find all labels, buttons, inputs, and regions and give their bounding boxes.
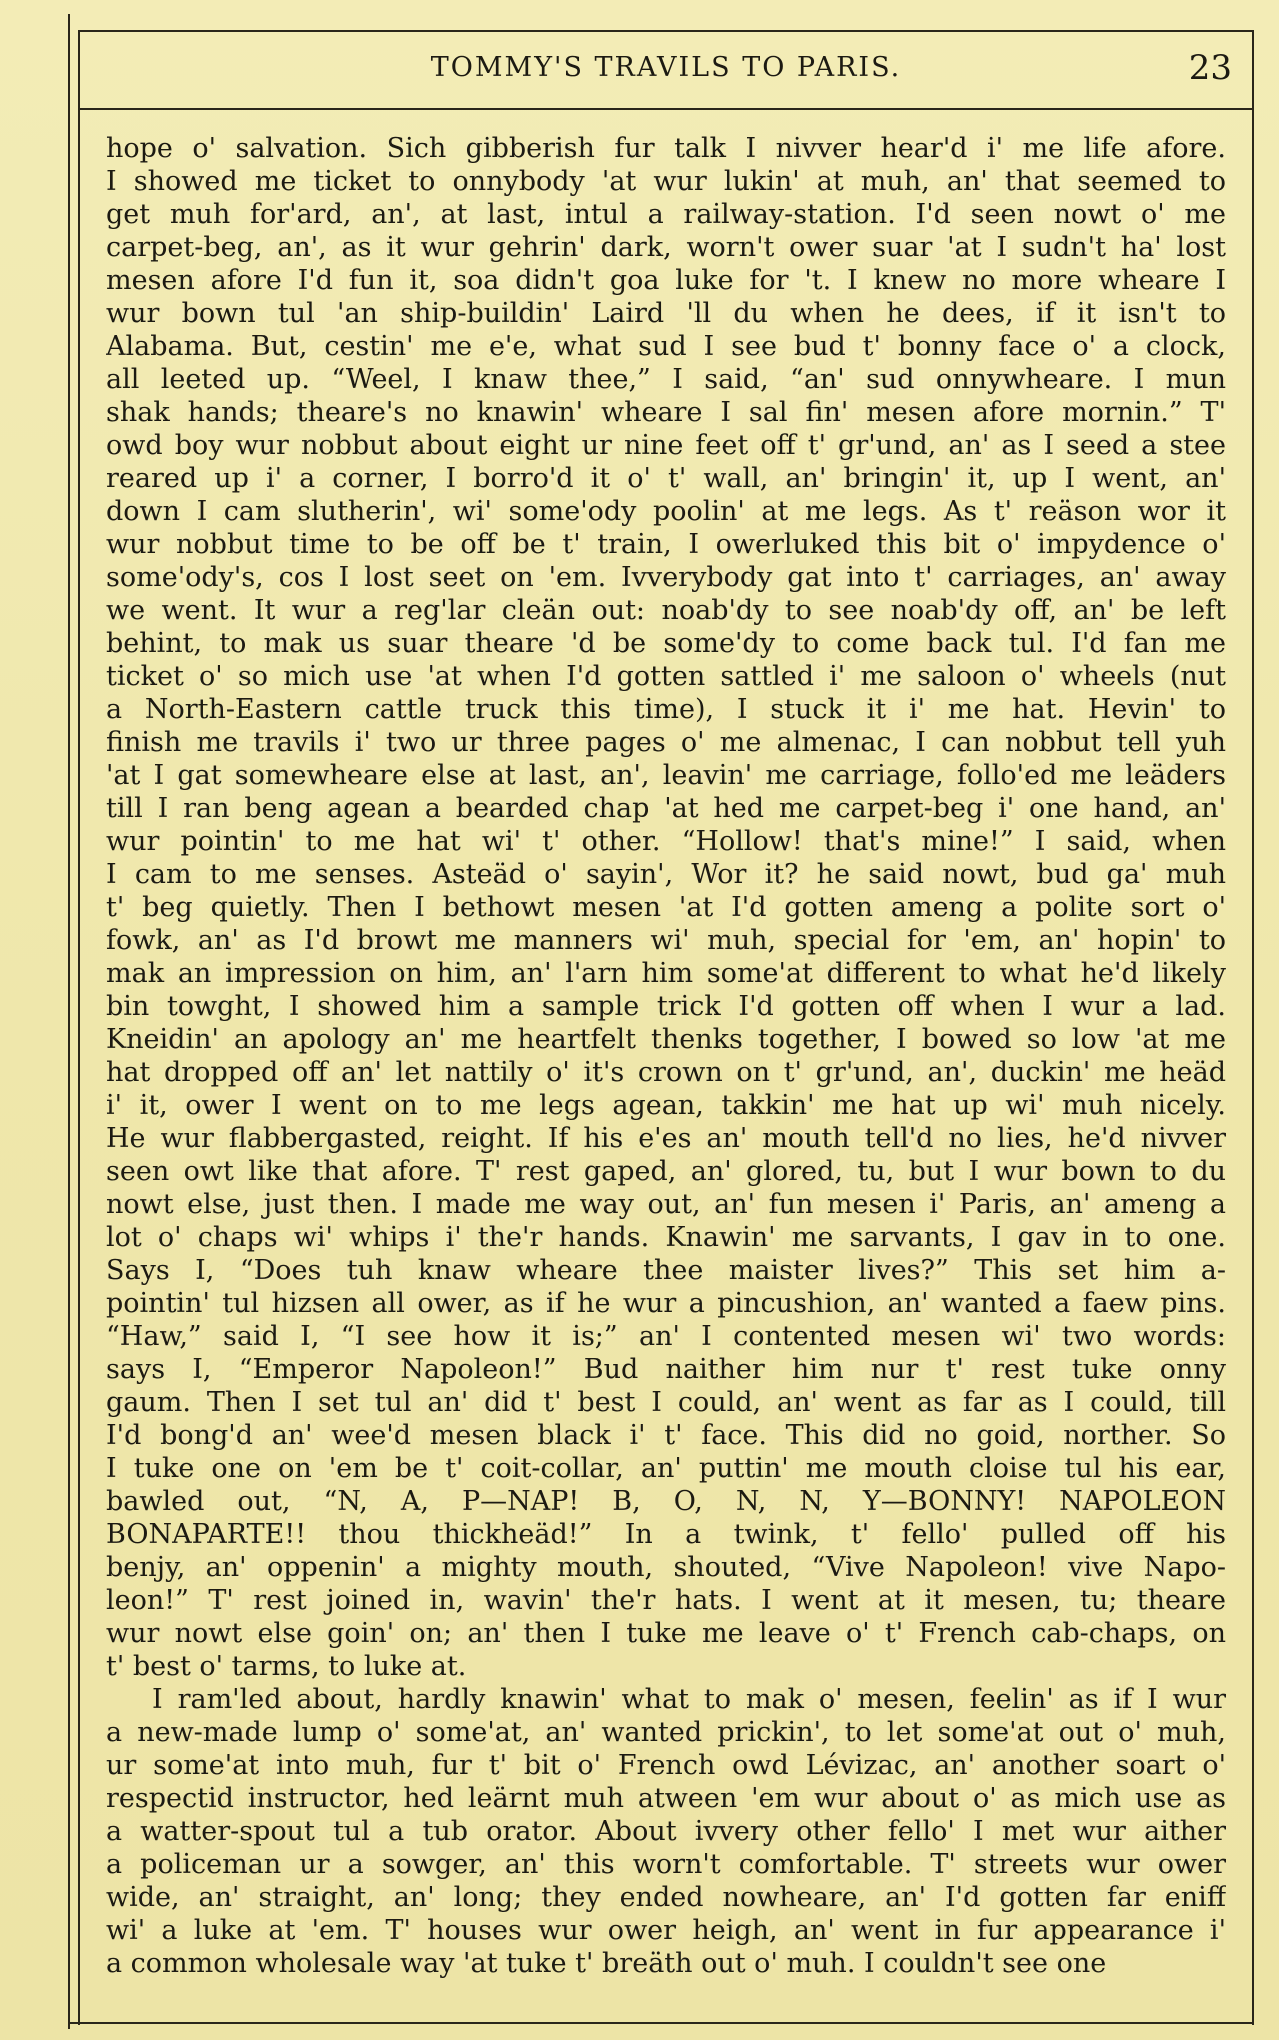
text-line: all leeted up. “Weel, I knaw thee,” I said, “an' sud onnywheare. I mun [106,364,1226,395]
paragraph [106,1683,1226,1980]
text-line: a watter-spout tul a tub orator. About ivvery other fello' I met wur aither [106,1816,1226,1847]
text-line: wur bown tul 'an ship-buildin' Laird 'll du when he dees, if it isn't to [106,298,1226,329]
text-line: finish me travils i' two ur three pages o' me almenac, I can nobbut tell yuh [106,727,1226,758]
text-line: “Haw,” said I, “I see how it is;” an' I contented mesen wi' two words: [106,1321,1226,1352]
text-line: a common wholesale way 'at tuke t' breäth out o' muh. I couldn't see one [106,1948,1107,1979]
text-line: a new-made lump o' some'at, an' wanted prickin', to let some'at out o' muh, [106,1717,1226,1748]
text-line: BONAPARTE!! thou thickheäd!” In a twink, t' fello' pulled off his [106,1519,1226,1550]
text-line: some'ody's, cos I lost seet on 'em. Ivverybody gat into t' carriages, an' away [106,562,1226,593]
text-line: I'd bong'd an' wee'd mesen black i' t' face. This did no goid, norther. So [106,1420,1226,1451]
text-line: we went. It wur a reg'lar cleän out: noab'dy to see noab'dy off, an' be left [106,595,1226,626]
text-line: Alabama. But, cestin' me e'e, what sud I see bud t' bonny face o' a clock, [106,331,1226,362]
text-line: respectid instructor, hed leärnt muh atween 'em wur about o' as mich use as [106,1783,1226,1814]
text-line: I cam to me senses. Asteäd o' sayin', Wor it? he said nowt, bud ga' muh [106,859,1226,890]
top-border [78,30,1254,32]
text-line: Kneidin' an apology an' me heartfelt thenks together, I bowed so low 'at me [106,1024,1226,1055]
text-line: wide, an' straight, an' long; they ended nowheare, an' I'd gotten far eniff [106,1882,1226,1913]
text-line: says I, “Emperor Napoleon!” Bud naither him nur t' rest tuke onny [106,1354,1226,1385]
text-line: 'at I gat somewheare else at last, an', leavin' me carriage, follo'ed me leäders [106,760,1226,791]
header-rule [80,108,1252,110]
text-line: fowk, an' as I'd browt me manners wi' muh, special for 'em, an' hopin' to [106,925,1226,956]
text-line: a policeman ur a sowger, an' this worn't comfortable. T' streets wur ower [106,1849,1226,1880]
text-line: hope o' salvation. Sich gibberish fur talk I nivver hear'd i' me life afore. [106,133,1226,164]
text-line: down I cam slutherin', wi' some'ody poolin' at me legs. As t' reäson wor it [106,496,1226,527]
running-head [80,46,1252,90]
text-line: wur nowt else goin' on; an' then I tuke me leave o' t' French cab-chaps, on [106,1618,1226,1649]
text-line: t' beg quietly. Then I bethowt mesen 'at I'd gotten ameng a polite sort o' [106,892,1226,923]
text-line: wur nobbut time to be off be t' train, I owerluked this bit o' impydence o' [106,529,1226,560]
text-line: get muh for'ard, an', at last, intul a railway-station. I'd seen nowt o' me [106,199,1226,230]
body-text [106,132,1226,1980]
left-outer-border [68,14,70,2029]
text-line: mesen afore I'd fun it, soa didn't goa luke for 't. I knew no more wheare I [106,265,1226,296]
text-line: till I ran beng agean a bearded chap 'at hed me carpet-beg i' one hand, an' [106,793,1226,824]
text-line: wi' a luke at 'em. T' houses wur ower heigh, an' went in fur appearance i' [106,1915,1226,1946]
text-line: gaum. Then I set tul an' did t' best I could, an' went as far as I could, till [106,1387,1226,1418]
text-line: seen owt like that afore. T' rest gaped, an' glored, tu, but I wur bown to du [106,1156,1226,1187]
text-line: pointin' tul hizsen all ower, as if he wur a pincushion, an' wanted a faew pins. [106,1288,1226,1319]
text-line: reared up i' a corner, I borro'd it o' t' wall, an' bringin' it, up I went, an' [106,463,1226,494]
text-line: I showed me ticket to onnybody 'at wur lukin' at muh, an' that seemed to [106,166,1226,197]
page-number: 23 [1188,48,1232,88]
text-line: Says I, “Does tuh knaw wheare thee maister lives?” This set him a- [106,1255,1226,1286]
text-line: ticket o' so mich use 'at when I'd gotten sattled i' me saloon o' wheels (nut [106,661,1226,692]
text-line: I ram'led about, hardly knawin' what to mak o' mesen, feelin' as if I wur [152,1684,1226,1715]
text-line: benjy, an' oppenin' a mighty mouth, shouted, “Vive Napoleon! vive Napo- [106,1552,1226,1583]
text-line: a North-Eastern cattle truck this time), I stuck it i' me hat. Hevin' to [106,694,1226,725]
text-line: hat dropped off an' let nattily o' it's crown on t' gr'und, an', duckin' me heäd [106,1057,1226,1088]
text-line: lot o' chaps wi' whips i' the'r hands. Knawin' me sarvants, I gav in to one. [106,1222,1226,1253]
text-line: He wur flabbergasted, reight. If his e'es an' mouth tell'd no lies, he'd nivver [106,1123,1226,1154]
right-border [1252,30,1254,2025]
running-title: TOMMY'S TRAVILS TO PARIS. [430,52,902,83]
text-line: i' it, ower I went on to me legs agean, takkin' me hat up wi' muh nicely. [106,1090,1226,1121]
text-line: I tuke one on 'em be t' coit-collar, an' puttin' me mouth cloise tul his ear, [106,1453,1226,1484]
text-line: wur pointin' to me hat wi' t' other. “Hollow! that's mine!” I said, when [106,826,1226,857]
text-line: leon!” T' rest joined in, wavin' the'r hats. I went at it mesen, tu; theare [106,1585,1226,1616]
paragraph [106,132,1226,1683]
bottom-border [68,2022,1254,2024]
text-line: owd boy wur nobbut about eight ur nine feet off t' gr'und, an' as I seed a stee [106,430,1226,461]
text-line: t' best o' tarms, to luke at. [106,1651,467,1682]
text-line: nowt else, just then. I made me way out, an' fun mesen i' Paris, an' ameng a [106,1189,1226,1220]
left-inner-border [78,30,80,2025]
text-line: bawled out, “N, A, P—NAP! B, O, N, N, Y—BONNY! NAPOLEON [106,1486,1226,1517]
text-line: carpet-beg, an', as it wur gehrin' dark, worn't ower suar 'at I sudn't ha' lost [106,232,1226,263]
text-line: mak an impression on him, an' l'arn him some'at different to what he'd likely [106,958,1226,989]
text-line: ur some'at into muh, fur t' bit o' French owd Lévizac, an' another soart o' [106,1750,1226,1781]
text-line: behint, to mak us suar theare 'd be some'dy to come back tul. I'd fan me [106,628,1226,659]
text-line: shak hands; theare's no knawin' wheare I sal fin' mesen afore mornin.” T' [106,397,1226,428]
text-line: bin towght, I showed him a sample trick I'd gotten off when I wur a lad. [106,991,1226,1022]
